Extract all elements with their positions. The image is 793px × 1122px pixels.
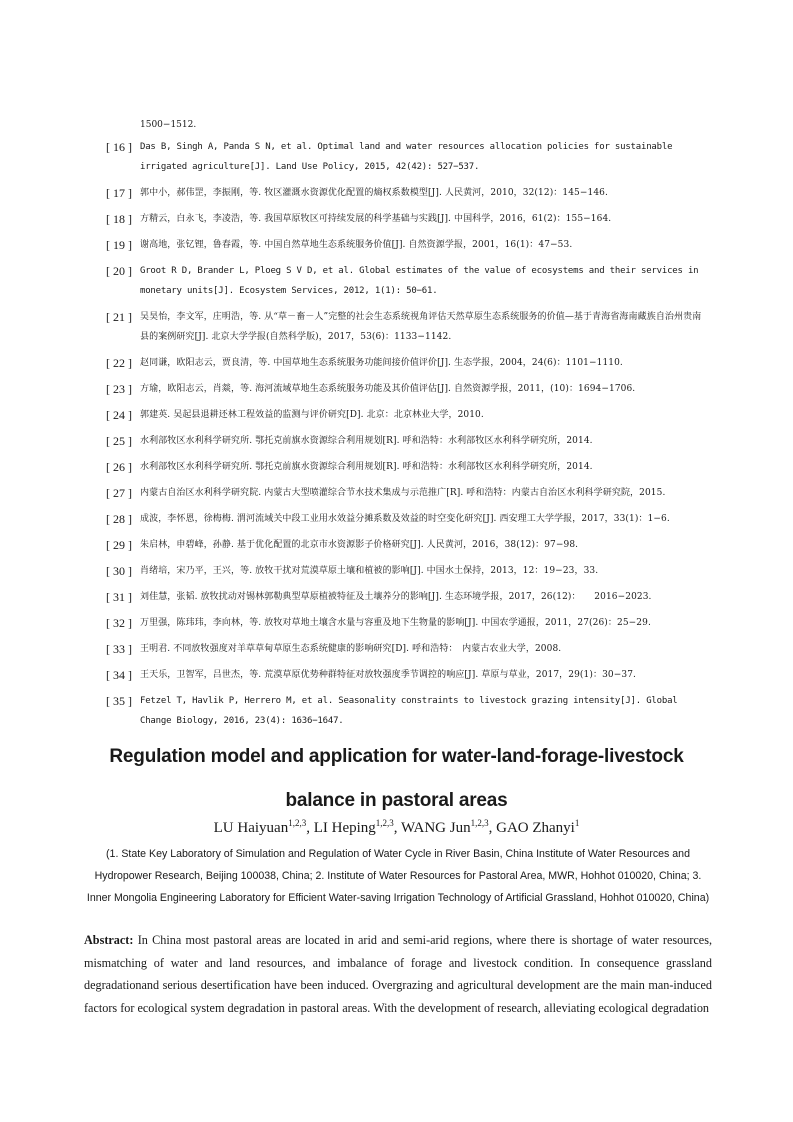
reference-text: 水利部牧区水利科学研究所. 鄂托克前旗水资源综合利用规划[R]. 呼和浩特：水利部牧区水利科学研究所，2014. — [140, 436, 593, 446]
reference-number: [ 26 ] — [106, 460, 132, 474]
reference-text: 水利部牧区水利科学研究所. 鄂托克前旗水资源综合利用规划[R]. 呼和浩特：水利部牧区水利科学研究所，2014. — [140, 462, 593, 472]
reference-text: 方精云，白永飞，李凌浩，等. 我国草原牧区可持续发展的科学基础与实践[J]. 中国科学，2016，61(2)：155−164. — [140, 214, 612, 224]
author-affiliation-marker: 1,2,3 — [288, 818, 307, 828]
reference-text: 肖绪培，宋乃平，王兴，等. 放牧干扰对荒漠草原土壤和植被的影响[J]. 中国水土保持，2013，12：19−23，33. — [140, 566, 599, 576]
abstract-text: In China most pastoral areas are located in arid and semi-arid regions, where there is shortage of water resources, mismatching of water and land resources, and imbalance of forage and livestock condition. In consequence grassland degradationand serious desertification have been induced. Overgrazing and agricultural development are the main man-induced factors for ecological system degradation in pastoral areas. With the development of research, alleviating ecological degradation — [84, 933, 712, 1015]
reference-item — [106, 235, 706, 255]
english-title-line-1: Regulation model and application for water-land-forage-livestock — [109, 746, 684, 767]
reference-item — [106, 353, 706, 373]
reference-item — [106, 613, 706, 633]
reference-text: 王天乐，卫智军，吕世杰，等. 荒漠草原优势种群特征对放牧强度季节调控的响应[J]. 草原与草业，2017，29(1)：30−37. — [140, 670, 636, 680]
reference-text: Groot R D, Brander L, Ploeg S V D, et al. Global estimates of the value of ecosystems and their services in monetary units[J]. Ecosystem Services, 2012, 1(1): 50−61. — [140, 266, 699, 296]
reference-text: 赵同谦，欧阳志云，贾良清，等. 中国草地生态系统服务功能间接价值评价[J]. 生态学报，2004，24(6)：1101−1110. — [140, 358, 623, 368]
abstract-label: Abstract: — [84, 933, 134, 947]
reference-item — [106, 509, 706, 529]
reference-item — [106, 457, 706, 477]
reference-text: 谢高地，张钇锂，鲁春霞，等. 中国自然草地生态系统服务价值[J]. 自然资源学报，2001，16(1)：47−53. — [140, 240, 573, 250]
reference-number: [ 34 ] — [106, 668, 132, 682]
reference-number: [ 16 ] — [106, 140, 132, 154]
author-affiliation-marker: 1 — [574, 818, 580, 828]
reference-number: [ 25 ] — [106, 434, 132, 448]
reference-text: 郭建英. 吴起县退耕还林工程效益的监测与评价研究[D]. 北京：北京林业大学，2010. — [140, 410, 484, 420]
author-affiliation-marker: 1,2,3 — [375, 818, 394, 828]
reference-number: [ 21 ] — [106, 310, 132, 324]
reference-text: Fetzel T, Havlik P, Herrero M, et al. Seasonality constraints to livestock grazing intensity[J]. Global Change Biology, 2016, 23(4): 1636−1647. — [140, 696, 678, 726]
affiliations: (1. State Key Laboratory of Simulation and Regulation of Water Cycle in River Basin, China Institute of Water Resources and Hydropower Research, Beijing 100038, China; 2. Institute of Water Resources for Pastoral Area, MWR, Hohhot 010020, China; 3. Inner Mongolia Engineering Laboratory for Efficient Water-saving Irrigation Technology of Artificial Grassland, Hohhot 010020, China) — [86, 848, 710, 904]
reference-number: [ 22 ] — [106, 356, 132, 370]
reference-number: [ 35 ] — [106, 694, 132, 708]
reference-text: 王明君. 不同放牧强度对羊草草甸草原生态系统健康的影响研究[D]. 呼和浩特： 内蒙古农业大学，2008. — [140, 644, 562, 654]
reference-number: [ 23 ] — [106, 382, 132, 396]
reference-text: 万里强，陈玮玮，李向林，等. 放牧对草地土壤含水量与容重及地下生物量的影响[J]. 中国农学通报，2011，27(26)：25−29. — [140, 618, 651, 628]
reference-text: 内蒙古自治区水利科学研究院. 内蒙古大型喷灌综合节水技术集成与示范推广[R]. 呼和浩特：内蒙古自治区水利科学研究院，2015. — [140, 488, 666, 498]
reference-number: [ 20 ] — [106, 264, 132, 278]
reference-item — [106, 183, 706, 203]
author-list — [0, 818, 793, 837]
reference-text: 郭中小，郝伟罡，李振刚，等. 牧区灌溉水资源优化配置的熵权系数模型[J]. 人民黄河，2010，32(12)：145−146. — [140, 188, 608, 198]
reference-number: [ 30 ] — [106, 564, 132, 578]
reference-number: [ 24 ] — [106, 408, 132, 422]
author-separator: , — [393, 820, 402, 836]
reference-number: [ 29 ] — [106, 538, 132, 552]
reference-item — [106, 261, 706, 301]
author-separator: , — [488, 820, 497, 836]
reference-item — [106, 379, 706, 399]
reference-number: [ 33 ] — [106, 642, 132, 656]
english-title-line-2: balance in pastoral areas — [285, 790, 508, 811]
reference-text: 方瑜，欧阳志云，肖燚，等. 海河流域草地生态系统服务功能及其价值评估[J]. 自然资源学报，2011，(10)：1694−1706. — [140, 384, 636, 394]
reference-text: 刘佳慧，张韬. 放牧扰动对锡林郭勒典型草原植被特征及土壤养分的影响[J]. 生态环境学报，2017，26(12)： 2016−2023. — [140, 592, 652, 602]
reference-text: 成波，李怀恩，徐梅梅. 渭河流域关中段工业用水效益分摊系数及效益的时空变化研究[J]. 西安理工大学学报，2017，33(1)：1−6. — [140, 514, 670, 524]
reference-number: [ 27 ] — [106, 486, 132, 500]
reference-item — [106, 665, 706, 685]
reference-text: 吴昊怡，李文军，庄明浩，等. 从“草－畜－人”完整的社会生态系统视角评估天然草原生态系统服务的价值—基于青海省海南藏族自治州贵南县的案例研究[J]. 北京大学学报(自然科学版)，2017，53(6)：1133−1142. — [140, 312, 702, 342]
reference-item — [106, 483, 706, 503]
reference-item — [106, 307, 706, 347]
author-name: GAO Zhanyi — [496, 820, 575, 836]
author-name: WANG Jun — [401, 820, 471, 836]
reference-item — [106, 561, 706, 581]
reference-number: [ 28 ] — [106, 512, 132, 526]
author-name: LI Heping — [313, 820, 376, 836]
reference-number: [ 31 ] — [106, 590, 132, 604]
abstract — [84, 929, 712, 1019]
reference-number: [ 32 ] — [106, 616, 132, 630]
reference-item — [106, 209, 706, 229]
reference-list — [106, 137, 706, 737]
reference-continuation: 1500−1512. — [140, 120, 197, 130]
reference-item — [106, 535, 706, 555]
author-separator: , — [306, 820, 314, 836]
reference-item — [106, 639, 706, 659]
reference-item — [106, 431, 706, 451]
reference-item — [106, 137, 706, 177]
reference-number: [ 17 ] — [106, 186, 132, 200]
reference-item — [106, 405, 706, 425]
reference-number: [ 19 ] — [106, 238, 132, 252]
reference-item — [106, 691, 706, 731]
author-name: LU Haiyuan — [213, 820, 289, 836]
reference-item — [106, 587, 706, 607]
author-affiliation-marker: 1,2,3 — [470, 818, 489, 828]
reference-number: [ 18 ] — [106, 212, 132, 226]
reference-text: 朱启林，申碧峰，孙静. 基于优化配置的北京市水资源影子价格研究[J]. 人民黄河，2016，38(12)：97−98. — [140, 540, 579, 550]
reference-text: Das B, Singh A, Panda S N, et al. Optimal land and water resources allocation policies for sustainable irrigated agriculture[J]. Land Use Policy, 2015, 42(42): 527−537. — [140, 142, 673, 172]
